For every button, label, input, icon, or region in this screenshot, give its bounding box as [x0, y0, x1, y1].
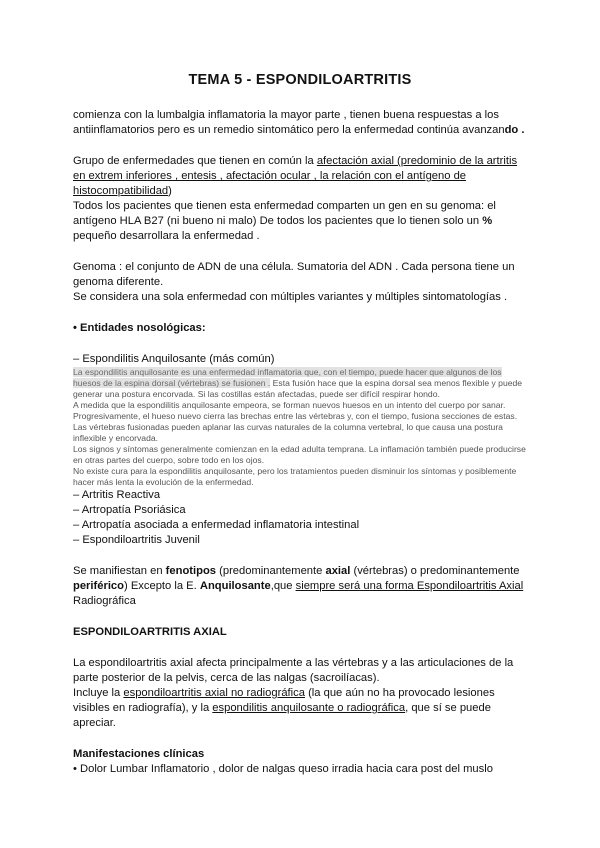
phenotypes-text: (predominantemente	[216, 565, 326, 577]
group-prefix: Grupo de enfermedades que tienen en común la	[73, 155, 317, 167]
document-body	[73, 108, 529, 777]
entity-note-highlight: La espondilitis anquilosante es una enfermedad inflamatoria que, con el tiempo, puede hacer que algunos de los huesos de la espina dorsal (vértebras) se fusionen .	[73, 367, 502, 388]
list-item: – Espondiloartritis Juvenil	[73, 534, 200, 546]
phenotypes-bold: periférico	[73, 580, 124, 592]
genome-paragraph	[73, 199, 529, 244]
phenotypes-underlined: siempre será una forma Espondiloartritis Axial	[295, 580, 524, 592]
phenotypes-paragraph	[73, 564, 529, 609]
entity-list	[73, 488, 529, 548]
axial-underlined: espondiloartritis axial no radiográfica	[123, 687, 305, 699]
phenotypes-bold: Anquilosante	[199, 580, 271, 592]
list-item: – Artritis Reactiva	[73, 489, 161, 501]
list-item: – Artropatía Psoriásica	[73, 504, 186, 516]
group-underlined: afectación axial (predominio de la artritis en extrem inferiores , entesis , afectación ocular , la relación con el antígeno de histocompatibilidad	[73, 155, 518, 197]
intro-text: comienza con la lumbalgia inflamatoria la mayor parte , tienen buena respuestas a los antiinflamatorios pero es un remedio sintomático pero la enfermedad continúa avanzan	[73, 109, 505, 136]
genome-end: pequeño desarrollara la enfermedad .	[73, 230, 260, 242]
clinical-item: • Dolor Lumbar Inflamatorio , dolor de nalgas queso irradia hacia cara post del muslo	[73, 763, 493, 775]
entities-heading: • Entidades nosológicas:	[73, 322, 206, 334]
genome-text: Todos los pacientes que tienen esta enfermedad comparten un gen en su genoma: el antígeno HLA B27 (ni bueno ni malo) De todos los pacientes que lo tienen solo un	[73, 200, 496, 227]
entity-note-1	[73, 367, 529, 400]
entity-note-4: No existe cura para la espondilitis anquilosante, pero los tratamientos pueden disminuir los síntomas y posiblemente hacer más lenta la evolución de la enfermedad.	[73, 466, 517, 487]
intro-paragraph	[73, 108, 529, 138]
entity-first: – Espondilitis Anquilosante (más común)	[73, 353, 275, 365]
phenotypes-text: (vértebras) o predominantemente	[350, 565, 520, 577]
group-paragraph	[73, 154, 529, 199]
intro-bold-end: do .	[504, 124, 525, 136]
single-disease-note: Se considera una sola enfermedad con múltiples variantes y múltiples sintomatologías .	[73, 291, 508, 303]
phenotypes-bold: fenotipos	[165, 565, 217, 577]
genome-definition: Genoma : el conjunto de ADN de una célula. Sumatoria del ADN . Cada persona tiene un genoma diferente.	[73, 261, 515, 288]
axial-paragraph-1: La espondiloartritis axial afecta principalmente a las vértebras y a las articulaciones de la parte posterior de la pelvis, cerca de las nalgas (sacroilíacas).	[73, 657, 514, 684]
phenotypes-bold: axial	[325, 565, 351, 577]
phenotypes-text: ,que	[270, 580, 296, 592]
entity-note-3: Los signos y síntomas generalmente comienzan en la edad adulta temprana. La inflamación también puede producirse en otras partes del cuerpo, sobre todo en los ojos.	[73, 444, 526, 465]
axial-text: (la que aún no ha provocado lesiones visibles en radiografía), y la	[73, 687, 495, 714]
axial-underlined: espondilitis anquilosante o radiográfica	[212, 702, 406, 714]
page-title: TEMA 5 - ESPONDILOARTRITIS	[188, 72, 412, 88]
list-item: – Artropatía asociada a enfermedad inflamatoria intestinal	[73, 519, 360, 531]
phenotypes-text: Radiográfica	[73, 595, 136, 607]
genome-bold: %	[482, 215, 493, 227]
clinical-heading: Manifestaciones clínicas	[73, 748, 205, 760]
axial-heading: ESPONDILOARTRITIS AXIAL	[73, 626, 227, 638]
axial-text: , que sí se puede apreciar.	[73, 702, 491, 729]
axial-paragraph-2	[73, 686, 529, 731]
entity-note-2: A medida que la espondilitis anquilosante empeora, se forman nuevos huesos en un intento del cuerpo por sanar. Progresivamente, el hueso nuevo cierra las brechas entre las vértebras y, con el tiempo, fusiona secciones de estas. Las vértebras fusionadas pueden aplanar las curvas naturales de la columna vertebral, lo que causa una postura inflexible y encorvada.	[73, 400, 518, 443]
group-suffix: )	[168, 185, 172, 197]
axial-text: Incluye la	[73, 687, 124, 699]
phenotypes-text: ) Excepto la E.	[123, 580, 200, 592]
phenotypes-text: Se manifiestan en	[73, 565, 166, 577]
entity-note-rest: Esta fusión hace que la espina dorsal sea menos flexible y puede generar una postura encorvada. Si las costillas están afectadas, puede ser difícil respirar hondo.	[73, 378, 523, 399]
